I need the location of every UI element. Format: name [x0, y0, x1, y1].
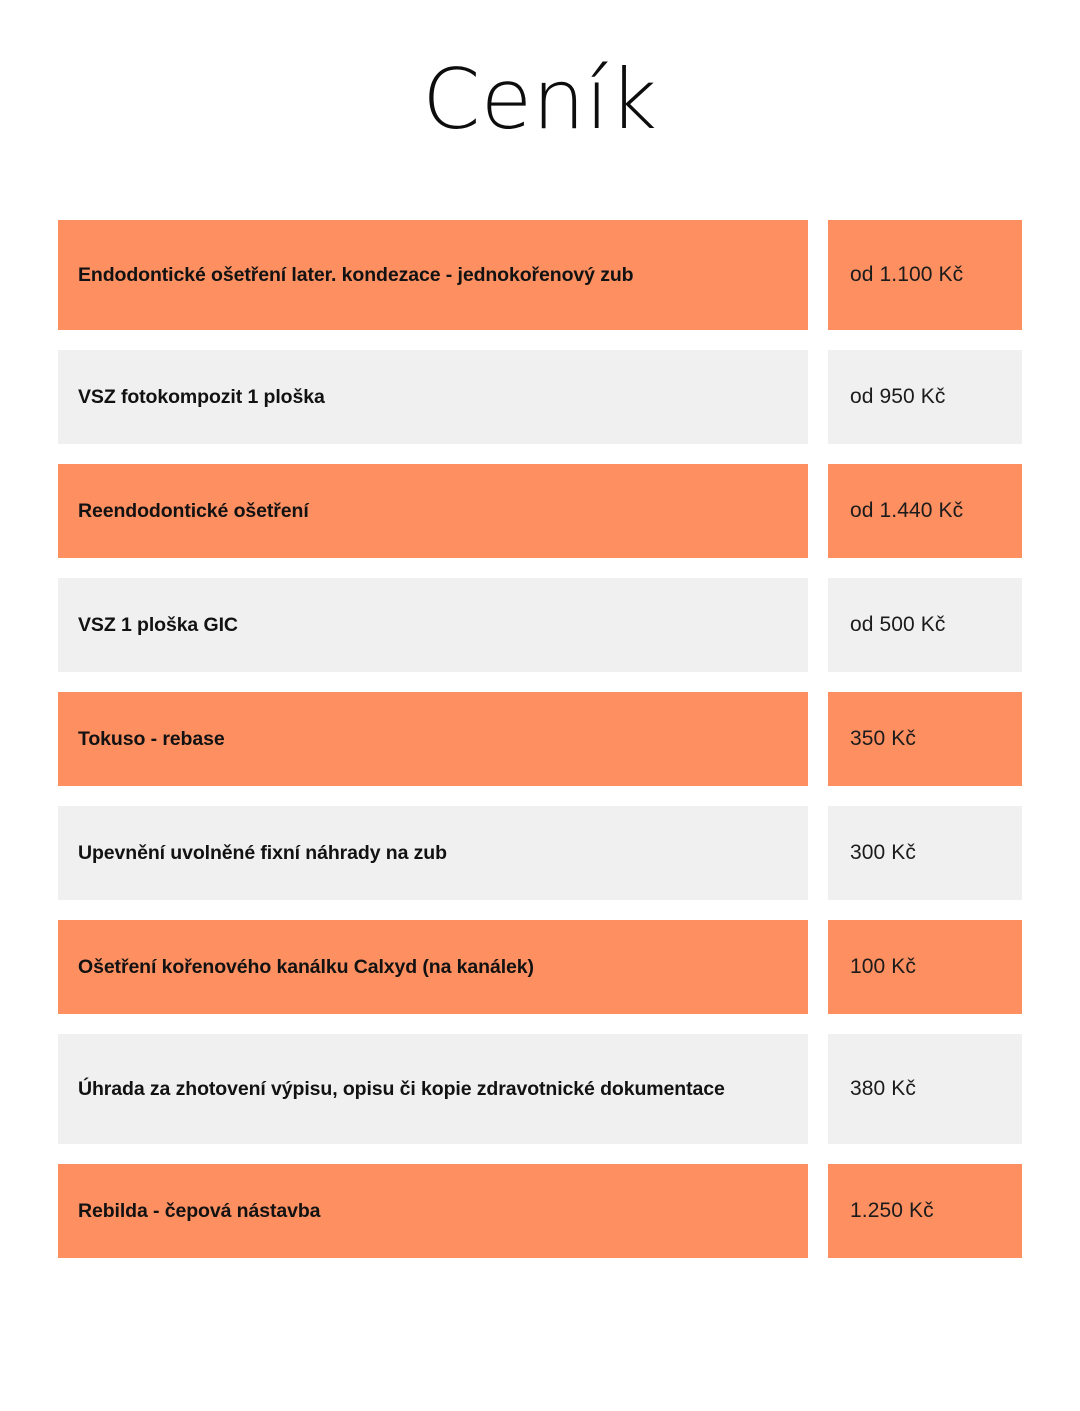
- service-label: Tokuso - rebase: [78, 727, 225, 750]
- service-cell: [58, 1034, 808, 1144]
- price-cell: [828, 692, 1022, 786]
- price-value: od 950 Kč: [850, 385, 946, 409]
- price-row: [58, 220, 1022, 330]
- price-row: [58, 806, 1022, 900]
- service-cell: [58, 220, 808, 330]
- price-row: [58, 1164, 1022, 1258]
- price-cell: [828, 920, 1022, 1014]
- service-label: Rebilda - čepová nástavba: [78, 1199, 321, 1222]
- price-value: 1.250 Kč: [850, 1199, 934, 1223]
- service-label: Upevnění uvolněné fixní náhrady na zub: [78, 841, 447, 864]
- price-cell: [828, 464, 1022, 558]
- price-value: 380 Kč: [850, 1077, 916, 1101]
- price-cell: [828, 578, 1022, 672]
- price-value: od 500 Kč: [850, 613, 946, 637]
- service-cell: [58, 920, 808, 1014]
- service-label: VSZ fotokompozit 1 ploška: [78, 385, 325, 408]
- service-label: Ošetření kořenového kanálku Calxyd (na kanálek): [78, 955, 534, 978]
- price-row: [58, 1034, 1022, 1144]
- price-value: od 1.100 Kč: [850, 263, 964, 287]
- service-label: VSZ 1 ploška GIC: [78, 613, 238, 636]
- service-label: Reendodontické ošetření: [78, 499, 309, 522]
- service-cell: [58, 464, 808, 558]
- service-cell: [58, 350, 808, 444]
- price-row: [58, 350, 1022, 444]
- price-cell: [828, 1034, 1022, 1144]
- price-row: [58, 578, 1022, 672]
- price-row: [58, 692, 1022, 786]
- service-cell: [58, 806, 808, 900]
- page-title: Ceník: [422, 51, 658, 148]
- price-cell: [828, 350, 1022, 444]
- price-value: od 1.440 Kč: [850, 499, 964, 523]
- price-value: 350 Kč: [850, 727, 916, 751]
- price-cell: [828, 1164, 1022, 1258]
- price-value: 300 Kč: [850, 841, 916, 865]
- price-row: [58, 920, 1022, 1014]
- pricelist-table: [58, 220, 1022, 1258]
- service-label: Endodontické ošetření later. kondezace - jednokořenový zub: [78, 263, 634, 286]
- price-cell: [828, 806, 1022, 900]
- service-cell: [58, 692, 808, 786]
- service-cell: [58, 1164, 808, 1258]
- service-cell: [58, 578, 808, 672]
- service-label: Úhrada za zhotovení výpisu, opisu či kopie zdravotnické dokumentace: [78, 1077, 725, 1100]
- price-cell: [828, 220, 1022, 330]
- price-value: 100 Kč: [850, 955, 916, 979]
- price-row: [58, 464, 1022, 558]
